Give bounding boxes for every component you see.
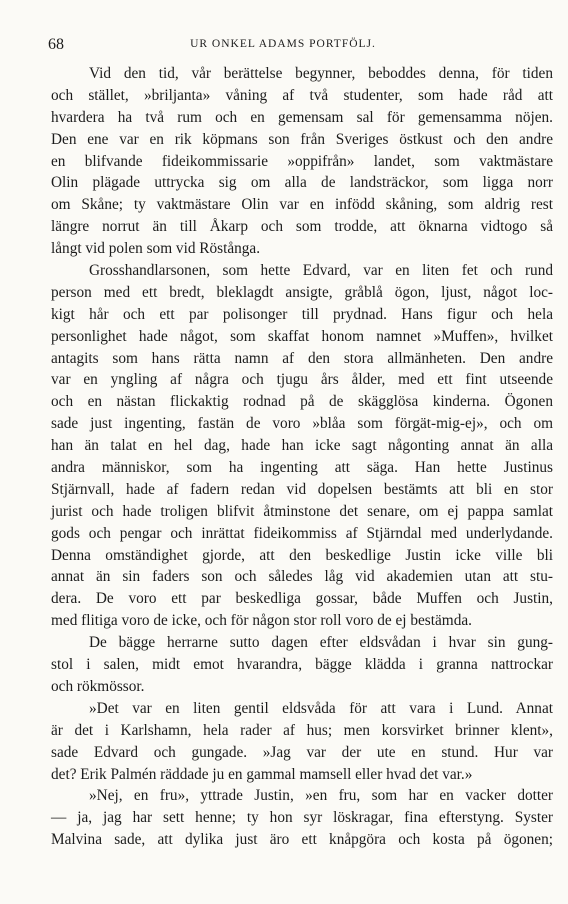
text-line: är det i Karlshamn, hela rader af hus; men korsvirket brinner klent»,	[51, 721, 553, 739]
paragraph	[51, 63, 553, 260]
text-line: De bägge herrarne sutto dagen efter eldsvådan i hvar sin gung-	[89, 634, 553, 652]
text-line: person med ett bredt, bleklagdt ansigte, gråblå ögon, ljust, något loc-	[51, 283, 553, 301]
text-line: sade just ingenting, fastän de voro »blåa som förgät-mig-ej», och om	[51, 415, 553, 433]
text-line: hvardera ha två rum och en gemensam sal för gemensamma nöjen.	[51, 108, 553, 126]
page-number: 68	[48, 36, 64, 53]
text-line: Malvina sade, att dylika just äro ett knåpgöra och kosta på ögonen;	[51, 831, 553, 849]
text-line: långt vid polen som vid Röstånga.	[51, 240, 261, 258]
text-line: Denna omständighet gjorde, att den beskedlige Justin icke ville bli	[51, 546, 553, 564]
text-line: kigt hår och ett par polisonger till prydnad. Hans figur och hela	[51, 305, 553, 323]
paragraph	[51, 260, 553, 632]
text-line: Den ene var en rik köpmans son från Sveriges östkust och den andre	[51, 130, 553, 148]
text-line: personlighet hade något, som skaffat honom namnet »Muffen», hvilket	[51, 327, 553, 345]
text-line: Stjärnvall, hade af fadern redan vid dopelsen bestämts att bli en stor	[51, 480, 553, 498]
text-line: gods och pengar och inrättat fideikommiss af Stjärndal med underlydande.	[51, 524, 553, 542]
paragraph	[51, 632, 553, 698]
text-line: Grosshandlarsonen, som hette Edvard, var en liten fet och rund	[89, 262, 553, 280]
text-line: Olin plägade uttrycka sig om alla de landsträckor, som ligga norr	[51, 174, 553, 192]
body-text	[51, 63, 553, 851]
text-line: »Nej, en fru», yttrade Justin, »en fru, som har en vacker dotter	[89, 787, 553, 805]
running-title: UR ONKEL ADAMS PORTFÖLJ.	[190, 38, 376, 50]
text-line: Vid den tid, vår berättelse begynner, beboddes denna, för tiden	[89, 65, 553, 82]
text-line: det? Erik Palmén räddade ju en gammal mamsell eller hvad det var.»	[51, 765, 473, 783]
text-line: och rökmössor.	[51, 677, 145, 695]
text-line: med flitiga voro de icke, och för någon stor roll voro de ej bestämda.	[51, 612, 472, 630]
text-line: dera. De voro ett par beskedliga gossar, både Muffen och Justin,	[51, 590, 553, 608]
text-line: stol i salen, midt emot hvarandra, bägge klädda i granna nattrockar	[51, 656, 553, 674]
text-line: annat än sin faders son och således låg vid akademien utan att stu-	[51, 568, 553, 586]
text-line: jurist och hade troligen blifvit åtminstone det senare, om ej pappa samlat	[51, 502, 553, 520]
paragraph	[51, 785, 553, 851]
text-line: längre norrut än till Åkarp och som trodde, att öknarna vidtogo så	[51, 218, 553, 236]
paragraph	[51, 698, 553, 786]
text-line: »Det var en liten gentil eldsvåda för att vara i Lund. Annat	[89, 699, 553, 717]
text-line: — ja, jag har sett henne; ty hon syr löskragar, fina efterstyng. Syster	[51, 809, 553, 827]
text-line: han än talat en hel dag, hade han icke sagt någonting annat än alla	[51, 437, 553, 455]
text-line: en blifvande fideikommissarie »oppifrån» landet, som vaktmästare	[51, 152, 553, 170]
text-line: om Skåne; ty vaktmästare Olin var en infödd skåning, som aldrig rest	[51, 196, 553, 214]
text-line: och stället, »briljanta» våning af två studenter, som hade råd att	[51, 86, 553, 104]
text-line: var en yngling af några och tjugu års ålder, med ett fint utseende	[51, 371, 553, 389]
text-line: sade Edvard och gungade. »Jag var der ute en stund. Hur var	[51, 743, 553, 761]
text-line: och en nästan flickaktig rodnad på de skägglösa kinderna. Ögonen	[51, 393, 553, 411]
text-line: antagits som hans rätta namn af den stora allmänheten. Den andre	[51, 349, 553, 367]
text-line: andra människor, som ha ingenting att säga. Han hette Justinus	[51, 459, 553, 477]
page-header	[48, 36, 518, 56]
